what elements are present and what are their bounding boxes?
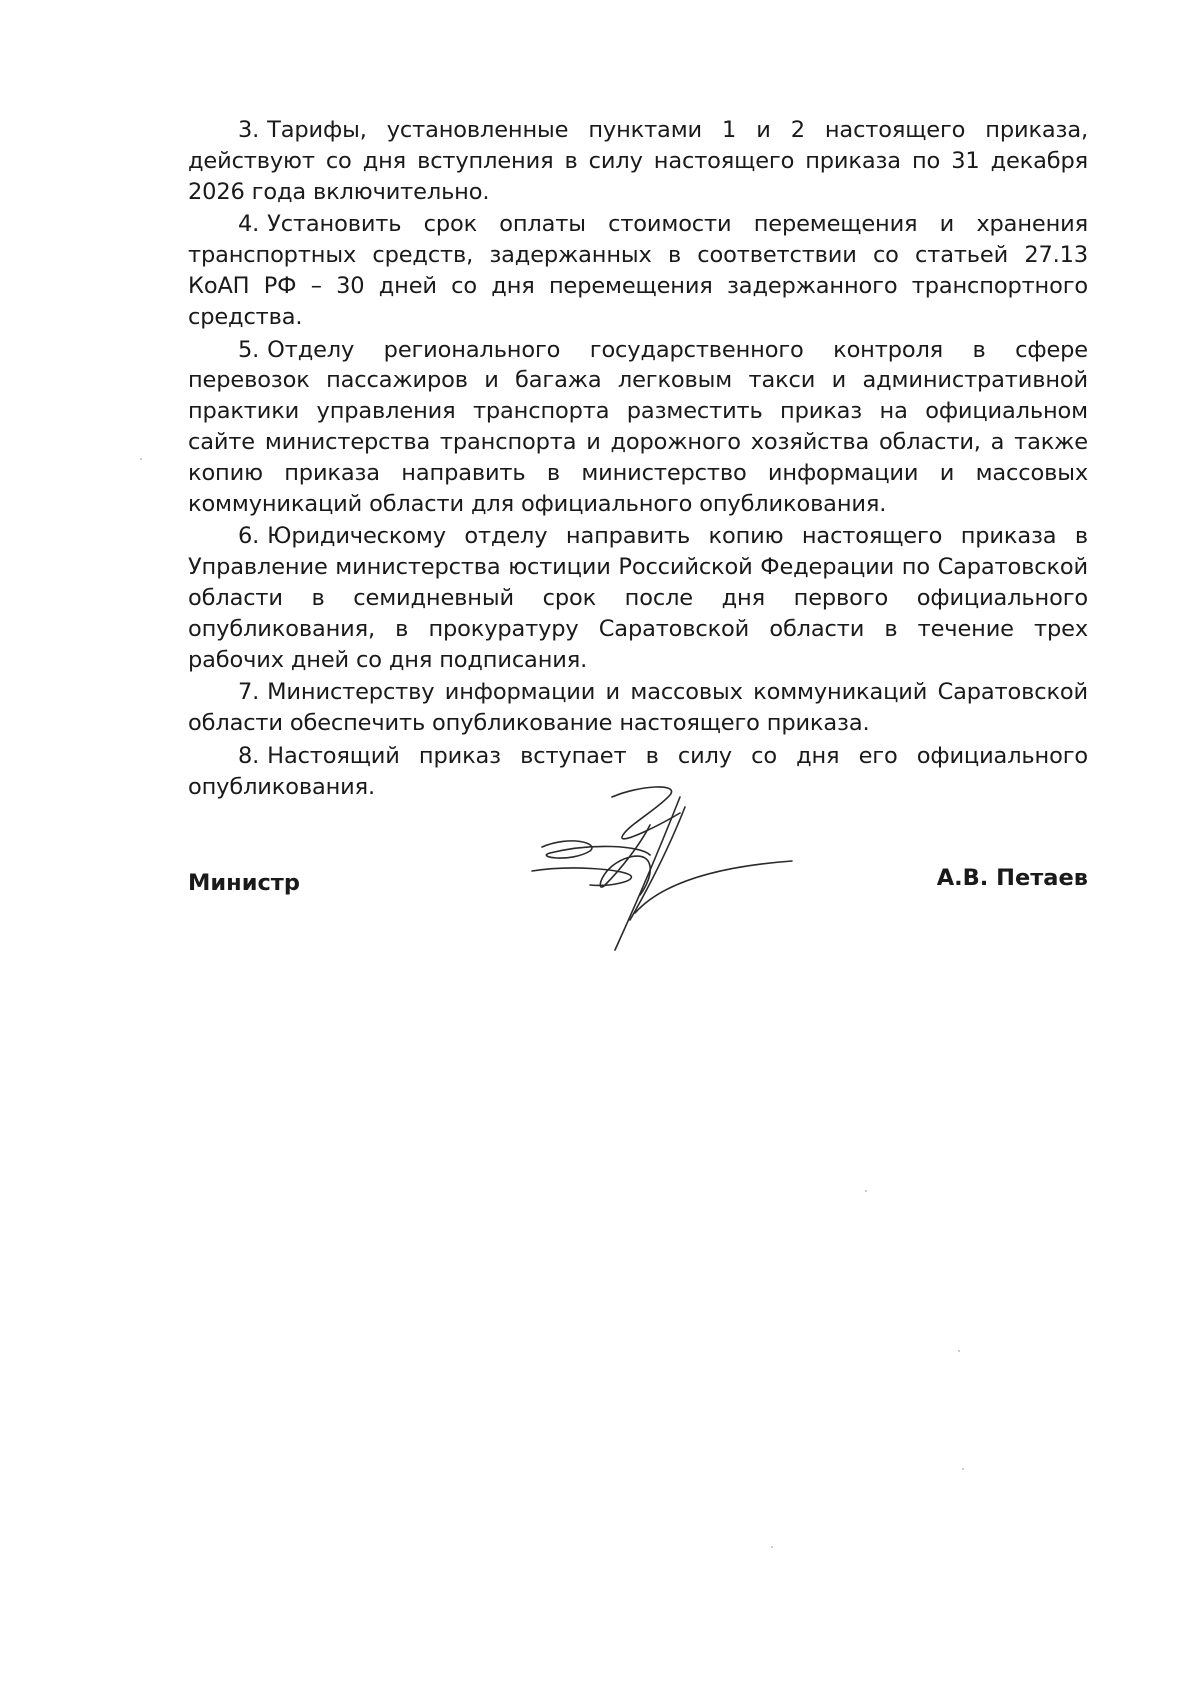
paragraph-text: Настоящий приказ вступает в силу со дня его официального опубликования. <box>188 742 1088 800</box>
handwritten-signature <box>530 785 800 955</box>
signature-stroke <box>635 861 792 913</box>
scan-speck <box>140 458 142 460</box>
paragraph-number: 4. <box>238 211 260 238</box>
paragraph-text: Установить срок оплаты стоимости перемещения и хранения транспортных средств, задержанных в соответствии со статьей 27.13 КоАП РФ – 30 дней со дня перемещения задержанного транспортного средства. <box>188 211 1088 330</box>
signatory-name: А.В. Петаев <box>936 865 1088 891</box>
signature-stroke <box>630 807 685 920</box>
paragraph-number: 5. <box>238 336 260 363</box>
paragraph-5 <box>188 335 1088 520</box>
paragraph-number: 3. <box>238 117 260 143</box>
paragraph-text: Отделу регионального государственного контроля в сфере перевозок пассажиров и багажа легковым такси и административной практики управления транспорта разместить приказ на официальном сайте министерства транспорта и дорожного хозяйства области, а также копию приказа направить в министерство информации и массовых коммуникаций области для официального опубликования. <box>188 336 1088 517</box>
paragraph-text: Тарифы, установленные пунктами 1 и 2 настоящего приказа, действуют со дня вступления в силу настоящего приказа по 31 декабря 2026 года включительно. <box>188 117 1088 205</box>
paragraph-text: Юридическому отделу направить копию настоящего приказа в Управление министерства юстиции Российской Федерации по Саратовской области в семидневный срок после дня первого официального опубликования, в прокуратуру Саратовской области в течение трех рабочих дней со дня подписания. <box>188 523 1088 673</box>
paragraph-text: Министерству информации и массовых коммуникаций Саратовской области обеспечить опубликование настоящего приказа. <box>188 679 1088 737</box>
paragraph-7 <box>188 677 1088 739</box>
paragraph-number: 8. <box>238 742 260 769</box>
scan-speck <box>865 1190 867 1192</box>
document-body <box>188 115 1088 803</box>
signatory-title: Министр <box>188 870 300 896</box>
paragraph-number: 6. <box>238 523 260 550</box>
scan-speck <box>771 1546 773 1548</box>
paragraph-4 <box>188 209 1088 332</box>
paragraph-3 <box>188 115 1088 207</box>
scan-speck <box>962 1468 964 1470</box>
paragraph-6 <box>188 521 1088 675</box>
paragraph-number: 7. <box>238 679 260 706</box>
scan-speck <box>958 1350 960 1352</box>
signature-stroke <box>532 868 631 885</box>
